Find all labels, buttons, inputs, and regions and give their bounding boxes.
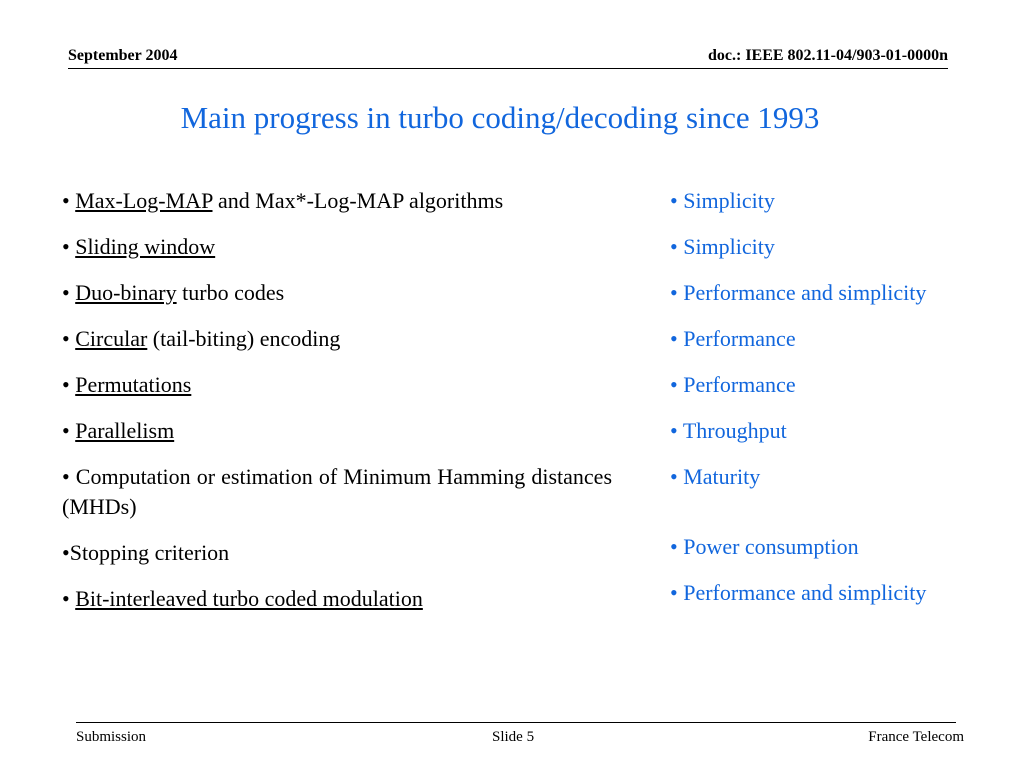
footer-slide-number: Slide 5 [492,729,535,745]
benefit-item [670,578,926,608]
benefit-item [670,532,926,562]
topic-underlined: Parallelism [75,418,175,443]
topic-text: (tail-biting) encoding [147,326,341,351]
benefit-item [670,278,926,308]
topic-underlined: Circular [75,326,148,351]
topic-text: Computation or estimation of Minimum Hamming distances (MHDs) [62,464,613,519]
benefit-list-secondary [670,532,926,624]
bullet: • [670,534,678,559]
slide-title: Main progress in turbo coding/decoding since 1993 [180,100,820,135]
benefit-item [670,370,926,400]
bullet: • [670,188,678,213]
topic-item [62,232,612,262]
benefit-item [670,416,926,446]
topic-item [62,370,612,400]
topic-underlined: Max-Log-MAP [75,188,213,213]
topic-text: turbo codes [176,280,285,305]
header-date: September 2004 [68,47,178,64]
benefit-item [670,324,926,354]
topic-item [62,324,612,354]
benefit-text: Power consumption [683,534,859,559]
bullet: • [670,280,678,305]
benefit-text: Performance [683,326,796,351]
benefit-text: Performance and simplicity [683,580,927,605]
topic-underlined: Sliding window [75,234,216,259]
topic-underlined: Bit-interleaved turbo coded modulation [75,586,423,611]
bullet: • [670,464,678,489]
topic-item [62,278,612,308]
bullet: • [62,280,70,305]
footer-submission: Submission [76,729,147,745]
benefit-text: Maturity [683,464,761,489]
bullet: • [62,464,70,489]
benefit-text: Performance [683,372,796,397]
footer-divider [76,722,956,723]
topic-underlined: Duo-binary [75,280,177,305]
bullet: • [62,188,70,213]
topic-item [62,462,612,522]
topic-item [62,416,612,446]
topic-item [62,584,612,614]
bullet: • [62,540,70,565]
footer-organization: France Telecom [868,729,964,745]
header-divider [68,68,948,69]
bullet: • [62,418,70,443]
header-doc-id: doc.: IEEE 802.11-04/903-01-0000n [707,47,948,64]
bullet: • [670,326,678,351]
topic-item [62,186,612,216]
bullet: • [62,326,70,351]
benefit-item [670,232,926,262]
bullet: • [670,234,678,259]
topic-underlined: Permutations [75,372,192,397]
bullet: • [62,586,70,611]
benefit-text: Throughput [682,418,787,443]
topic-item [62,538,612,568]
topic-list [62,186,612,630]
benefit-list [670,186,926,508]
benefit-text: Simplicity [683,188,775,213]
topic-text: Stopping criterion [69,540,230,565]
topic-text: and Max*-Log-MAP algorithms [212,188,504,213]
bullet: • [670,418,678,443]
bullet: • [62,372,70,397]
benefit-text: Performance and simplicity [683,280,927,305]
benefit-item [670,462,926,492]
bullet: • [670,580,678,605]
benefit-item [670,186,926,216]
bullet: • [62,234,70,259]
bullet: • [670,372,678,397]
benefit-text: Simplicity [683,234,775,259]
